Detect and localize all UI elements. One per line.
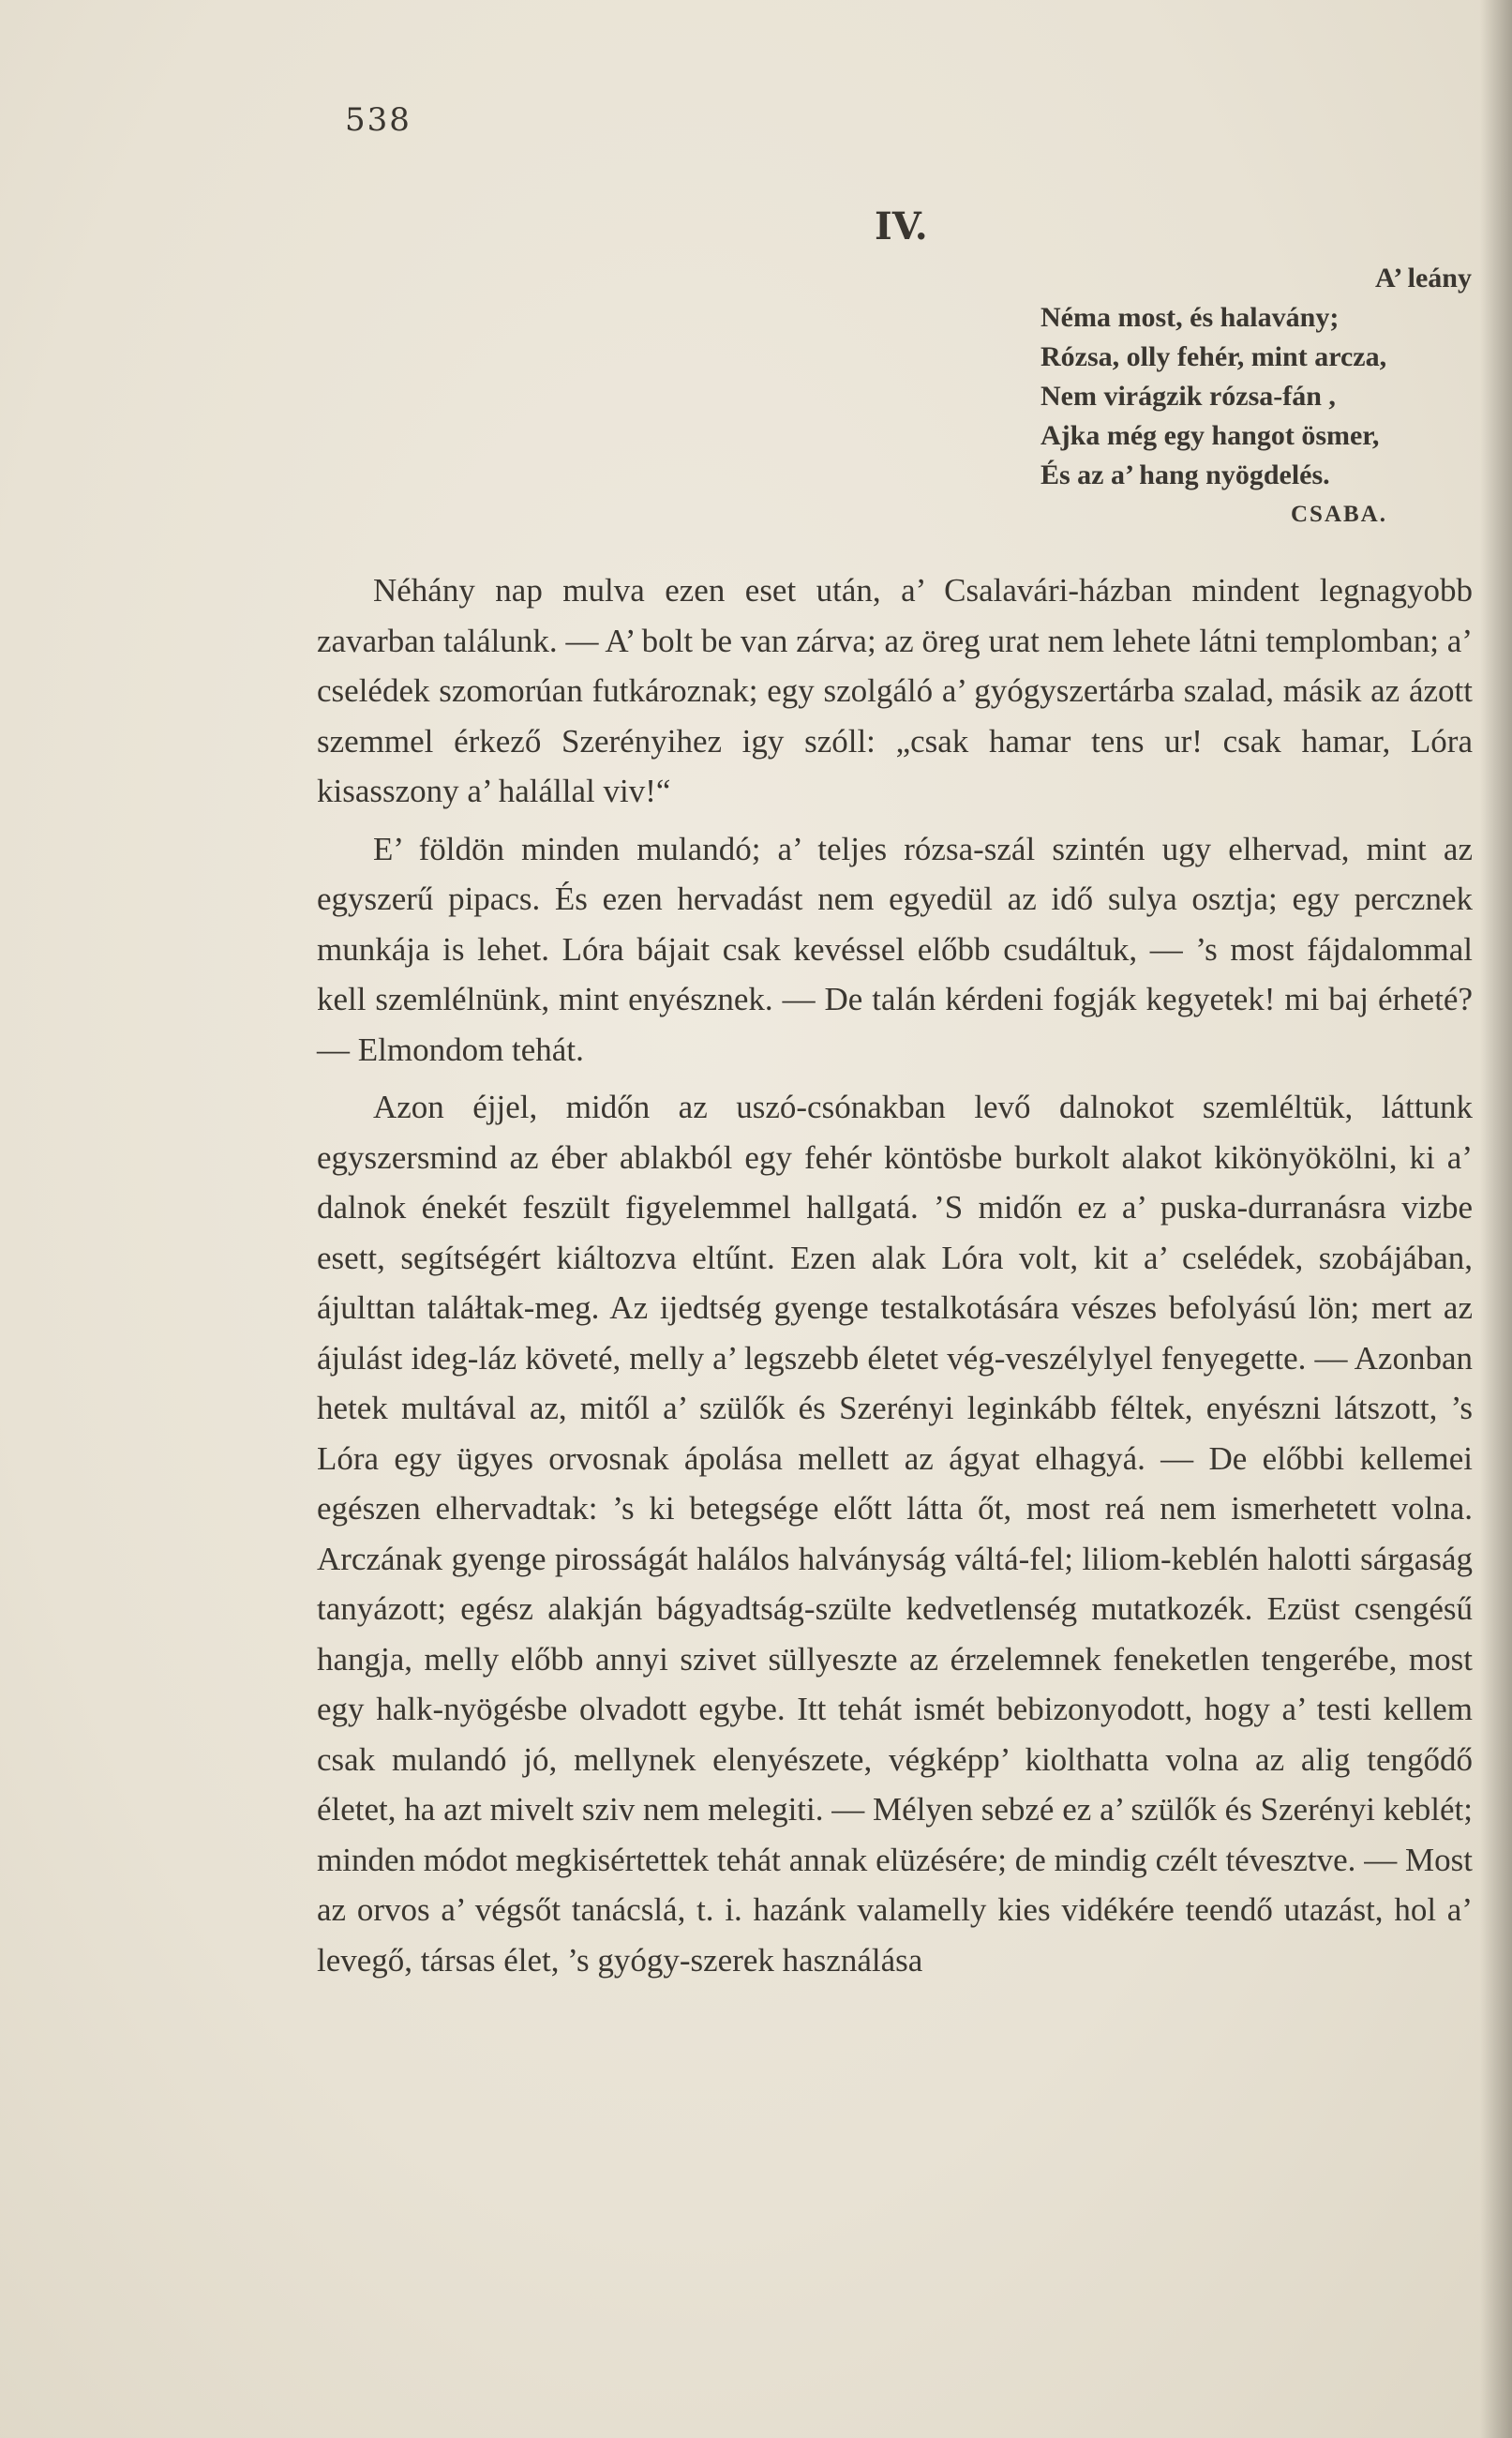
body-text <box>317 565 1473 1985</box>
paragraph: Azon éjjel, midőn az uszó-csónakban levő dalnokot szemléltük, láttunk egyszersmind az éber ablakból egy fehér köntösbe burkolt alakot kikönyökölni, ki a’ dalnok énekét feszült figyelemmel hallgatá. ’S midőn ez a’ puska-durranásra vizbe esett, segítségért kiáltozva eltűnt. Ezen alak Lóra volt, kit a’ cselédek, szobájában, ájulttan taláłtak-meg. Az ijedtség gyenge testalkotására vészes befolyású lön; mert az ájulást ideg-láz követé, melly a’ legszebb életet vég-veszélylyel fenyegette. — Azonban hetek multával az, mitől a’ szülők és Szerényi leginkább féltek, enyészni látszott, ’s Lóra egy ügyes orvosnak ápolása mellett az ágyat elhagyá. — De előbbi kellemei egészen elhervadtak: ’s ki betegsége előtt látta őt, most reá nem ismerhetett volna. Arczának gyenge pirosságát halálos halványság váltá-fel; liliom-keblén halotti sárgaság tanyázott; egész alakján bágyadtság-szülte kedvetlenség mutatkozék. Ezüst csengésű hangja, melly előbb annyi szivet süllyeszte az érzelemnek feneketlen tengerébe, most egy halk-nyögésbe olvadott egybe. Itt tehát ismét bebizonyodott, hogy a’ testi kellem csak mulandó jó, mellynek elenyészete, végképp’ kiolthatta volna az alig tengődő életet, ha azt mivelt sziv nem melegiti. — Mélyen sebzé ez a’ szülők és Szerényi keblét; minden módot megkisértettek tehát annak elüzésére; de mindig czélt tévesztve. — Most az orvos a’ végsőt tanácslá, t. i. hazánk valamelly kies vidékére teendő utazást, hol a’ levegő, társas élet, ’s gyógy-szerek használása <box>317 1089 1473 1979</box>
epigraph-line: Ajka még egy hangot ösmer, <box>1040 420 1380 451</box>
chapter-heading: IV. <box>875 204 928 248</box>
page-edge-shadow <box>1480 0 1512 2438</box>
epigraph-line: És az a’ hang nyögdelés. <box>1040 459 1330 490</box>
paragraph: Néhány nap mulva ezen eset után, a’ Csalavári-házban mindent legnagyobb zavarban találunk. — A’ bolt be van zárva; az öreg urat nem lehete látni templomban; a’ cselédek szomorúan futkároznak; egy szolgáló a’ gyógyszertárba szalad, másik az ázott szemmel érkező Szerényihez igy szóll: „csak hamar tens ur! csak hamar, Lóra kisasszony a’ halállal viv!“ <box>317 572 1473 809</box>
epigraph <box>1040 259 1481 534</box>
epigraph-line: Nem virágzik rózsa-fán , <box>1040 381 1336 412</box>
epigraph-line: A’ leány <box>1374 263 1472 293</box>
paragraph: E’ földön minden mulandó; a’ teljes rózsa-szál szintén ugy elhervad, mint az egyszerű pipacs. És ezen hervadást nem egyedül az idő sulya osztja; egy percznek munkája is lehet. Lóra bájait csak kevéssel előbb csudáltuk, — ’s most fájdalommal kell szemlélnünk, mint enyésznek. — De talán kérdeni fogják kegyetek! mi baj érheté? — Elmondom tehát. <box>317 830 1473 1068</box>
epigraph-author: CSABA. <box>1291 502 1387 527</box>
page-number: 538 <box>345 101 412 139</box>
epigraph-line: Rózsa, olly fehér, mint arcza, <box>1040 341 1387 372</box>
epigraph-line: Néma most, és halavány; <box>1040 302 1340 333</box>
